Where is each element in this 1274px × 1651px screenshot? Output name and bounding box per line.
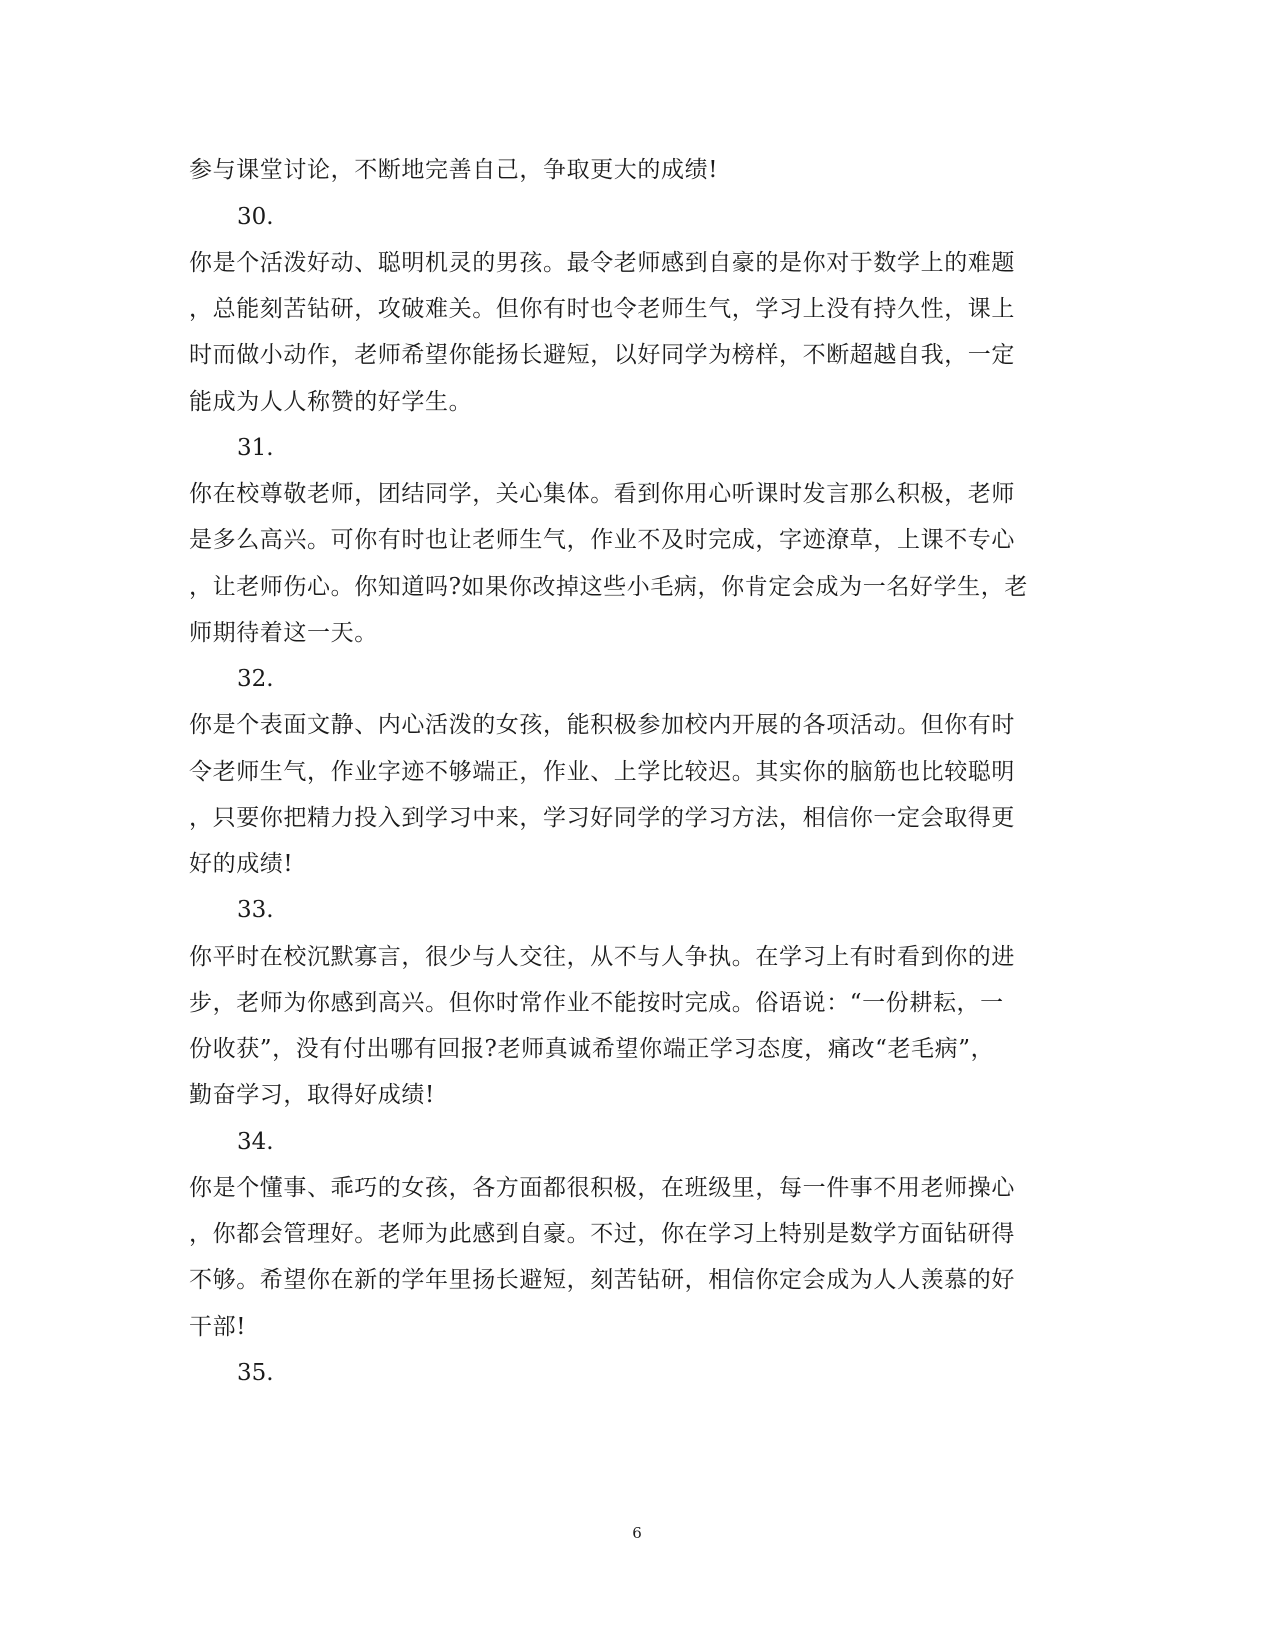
item-number: 32. bbox=[237, 666, 274, 692]
text-line: 时而做小动作，老师希望你能扬长避短，以好同学为榜样，不断超越自我，一定 bbox=[189, 342, 1015, 368]
text-line: 令老师生气，作业字迹不够端正，作业、上学比较迟。其实你的脑筋也比较聪明 bbox=[189, 759, 1015, 785]
item-number: 31. bbox=[237, 435, 274, 461]
text-line: 你是个表面文静、内心活泼的女孩，能积极参加校内开展的各项活动。但你有时 bbox=[189, 712, 1015, 738]
text-line: 份收获”，没有付出哪有回报?老师真诚希望你端正学习态度，痛改“老毛病”， bbox=[189, 1036, 995, 1062]
text-line: ，让老师伤心。你知道吗?如果你改掉这些小毛病，你肯定会成为一名好学生，老 bbox=[189, 574, 1028, 600]
text-line: 干部! bbox=[189, 1314, 247, 1340]
text-line: 勤奋学习，取得好成绩! bbox=[189, 1082, 435, 1108]
text-line: 好的成绩! bbox=[189, 851, 294, 877]
item-number: 35. bbox=[237, 1360, 274, 1386]
text-line: ，只要你把精力投入到学习中来，学习好同学的学习方法，相信你一定会取得更 bbox=[189, 805, 1015, 831]
item-number: 30. bbox=[237, 204, 274, 230]
text-line: 你在校尊敬老师，团结同学，关心集体。看到你用心听课时发言那么积极，老师 bbox=[189, 481, 1015, 507]
text-line: 能成为人人称赞的好学生。 bbox=[189, 389, 473, 415]
item-number: 34. bbox=[237, 1129, 274, 1155]
page-number: 6 bbox=[632, 1524, 642, 1542]
text-line: 步，老师为你感到高兴。但你时常作业不能按时完成。俗语说：“一份耕耘，一 bbox=[189, 990, 1004, 1016]
text-line: 是多么高兴。可你有时也让老师生气，作业不及时完成，字迹潦草，上课不专心 bbox=[189, 527, 1015, 553]
text-line: 参与课堂讨论，不断地完善自己，争取更大的成绩! bbox=[189, 157, 719, 183]
text-line: 你是个懂事、乖巧的女孩，各方面都很积极，在班级里，每一件事不用老师操心 bbox=[189, 1175, 1015, 1201]
text-line: 师期待着这一天。 bbox=[189, 620, 378, 646]
text-line: ，总能刻苦钻研，攻破难关。但你有时也令老师生气，学习上没有持久性，课上 bbox=[189, 296, 1015, 322]
text-line: ，你都会管理好。老师为此感到自豪。不过，你在学习上特别是数学方面钻研得 bbox=[189, 1221, 1015, 1247]
text-line: 你是个活泼好动、聪明机灵的男孩。最令老师感到自豪的是你对于数学上的难题 bbox=[189, 250, 1015, 276]
text-line: 不够。希望你在新的学年里扬长避短，刻苦钻研，相信你定会成为人人羡慕的好 bbox=[189, 1267, 1015, 1293]
item-number: 33. bbox=[237, 897, 274, 923]
text-line: 你平时在校沉默寡言，很少与人交往，从不与人争执。在学习上有时看到你的进 bbox=[189, 944, 1015, 970]
